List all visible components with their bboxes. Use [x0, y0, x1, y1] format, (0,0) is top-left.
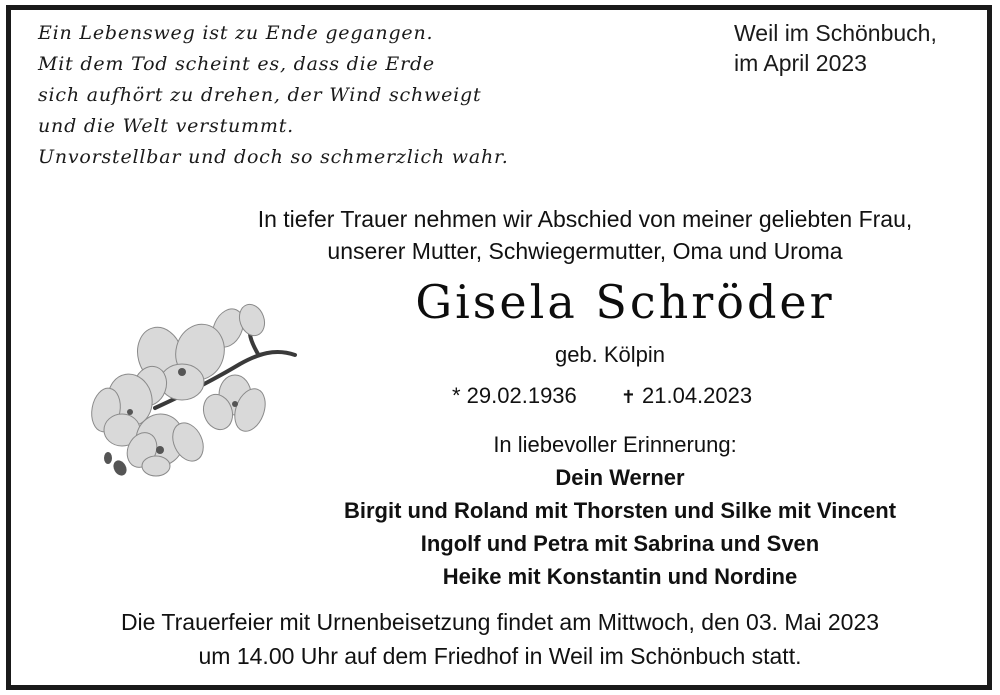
mourner-line: Dein Werner [555, 465, 685, 490]
poem [38, 18, 509, 173]
service-info [20, 605, 980, 673]
service-line: Die Trauerfeier mit Urnenbeisetzung findet am Mittwoch, den 03. Mai 2023 [120, 609, 880, 635]
birth-date: * 29.02.1936 [452, 383, 577, 408]
poem-line: Unvorstellbar und doch so schmerzlich wahr. [38, 146, 509, 168]
place-line: Weil im Schönbuch, [734, 20, 937, 46]
intro-line: unserer Mutter, Schwiegermutter, Oma und Uroma [327, 238, 843, 264]
poem-line: Ein Lebensweg ist zu Ende gegangen. [38, 22, 434, 44]
poem-line: Mit dem Tod scheint es, dass die Erde [38, 53, 435, 75]
date-line: im April 2023 [734, 50, 867, 76]
cross-icon: ✝ [620, 387, 636, 407]
service-line: um 14.00 Uhr auf dem Friedhof in Weil im Schönbuch statt. [198, 643, 802, 669]
intro-text [160, 203, 1000, 267]
orchid-image [90, 300, 305, 485]
mourner-line: Birgit und Roland mit Thorsten und Silke mit Vincent [343, 498, 897, 523]
birth-name: geb. Kölpin [554, 342, 666, 367]
poem-line: sich aufhört zu drehen, der Wind schweigt [38, 84, 482, 106]
memory-heading: In liebevoller Erinnerung: [493, 432, 737, 457]
place-and-date [734, 18, 937, 78]
poem-line: und die Welt verstummt. [38, 115, 294, 137]
intro-line: In tiefer Trauer nehmen wir Abschied von meiner geliebten Frau, [257, 206, 913, 232]
death-date-group [621, 383, 752, 409]
deceased-name: Gisela Schröder [415, 275, 835, 329]
mourner-line: Heike mit Konstantin und Nordine [442, 564, 798, 589]
life-dates [452, 383, 752, 409]
mourner-line: Ingolf und Petra mit Sabrina und Sven [420, 531, 820, 556]
death-date: 21.04.2023 [642, 383, 753, 408]
mourners-list [240, 461, 1000, 593]
